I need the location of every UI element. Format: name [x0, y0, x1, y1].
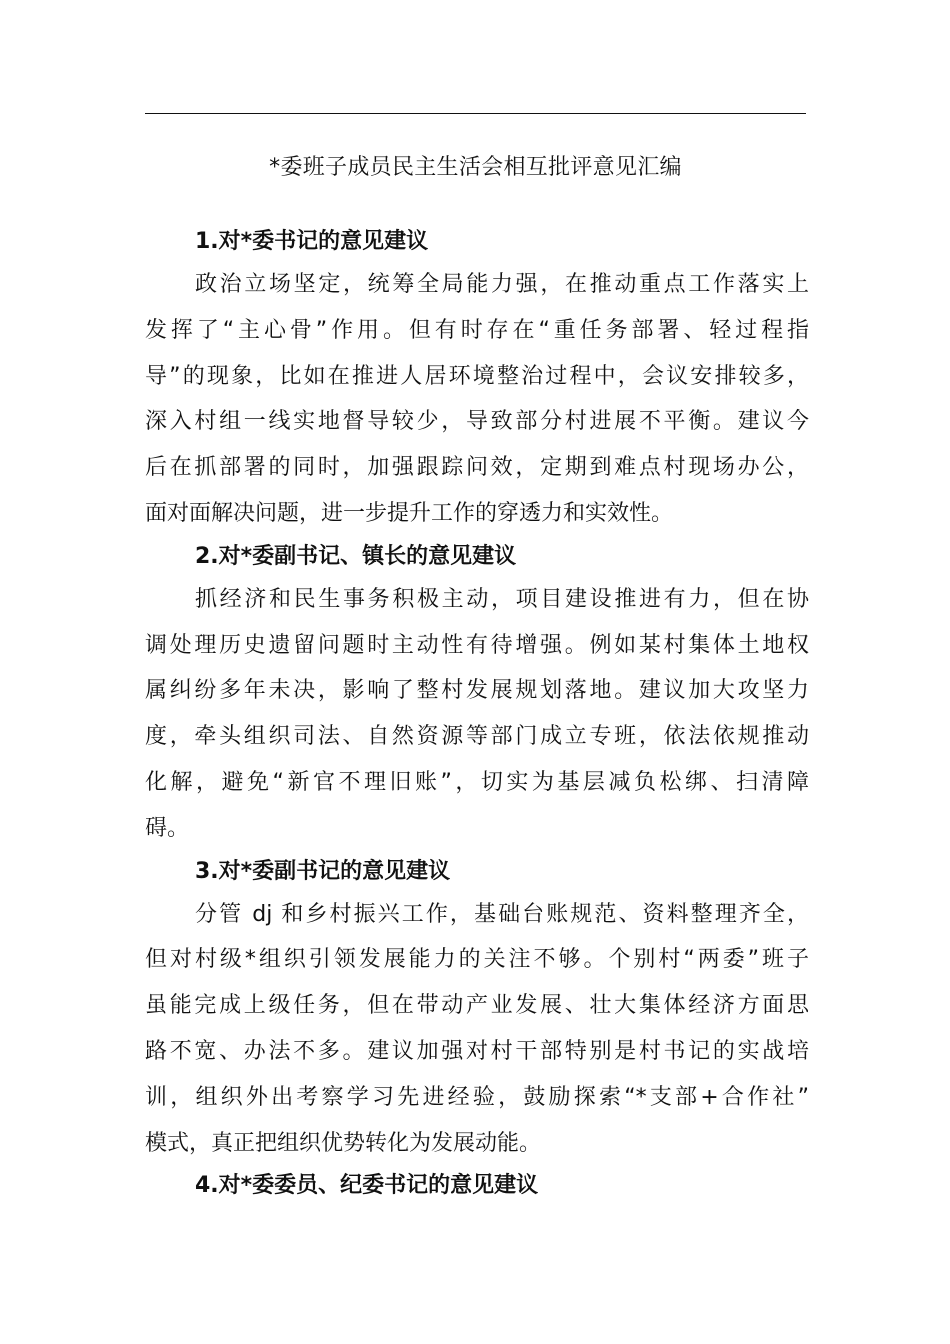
paragraph-line: 碍。: [145, 815, 190, 841]
top-rule: [145, 113, 806, 114]
paragraph-line: 属纠纷多年未决，影响了整村发展规划落地。建议加大攻坚力: [145, 678, 809, 704]
section-heading-2: 2.对*委副书记、镇长的意见建议: [195, 543, 517, 569]
paragraph-line: 发挥了“主心骨”作用。但有时存在“重任务部署、轻过程指: [145, 317, 809, 343]
paragraph-line: 模式，真正把组织优势转化为发展动能。: [145, 1130, 542, 1156]
paragraph-line: 导”的现象，比如在推进人居环境整治过程中，会议安排较多，: [145, 363, 809, 389]
paragraph-line: 训，组织外出考察学习先进经验，鼓励探索“*支部+合作社”: [145, 1084, 809, 1110]
paragraph-line: 政治立场坚定，统筹全局能力强，在推动重点工作落实上: [195, 272, 809, 297]
section-heading-1: 1.对*委书记的意见建议: [195, 229, 429, 254]
section-heading-3: 3.对*委副书记的意见建议: [195, 858, 451, 884]
paragraph-line: 度，牵头组织司法、自然资源等部门成立专班，依法依规推动: [145, 724, 809, 750]
document-body: [145, 222, 809, 1206]
paragraph-line: 路不宽、办法不多。建议加强对村干部特别是村书记的实战培: [145, 1038, 809, 1064]
section-heading-4: 4.对*委委员、纪委书记的意见建议: [195, 1173, 539, 1199]
section-paragraph-1: [145, 262, 809, 537]
paragraph-line: 分管 dj 和乡村振兴工作，基础台账规范、资料整理齐全，: [195, 901, 809, 927]
paragraph-line: 深入村组一线实地督导较少，导致部分村进展不平衡。建议今: [145, 409, 809, 435]
section-paragraph-2: [145, 577, 809, 852]
paragraph-line: 调处理历史遗留问题时主动性有待增强。例如某村集体土地权: [145, 632, 809, 658]
section-paragraph-3: [145, 892, 809, 1167]
paragraph-line: 虽能完成上级任务，但在带动产业发展、壮大集体经济方面思: [145, 993, 809, 1019]
paragraph-line: 化解，避免“新官不理旧账”，切实为基层减负松绑、扫清障: [145, 769, 809, 795]
paragraph-line: 后在抓部署的同时，加强跟踪问效，定期到难点村现场办公，: [145, 455, 809, 481]
document-title: *委班子成员民主生活会相互批评意见汇编: [269, 155, 682, 180]
paragraph-line: 但对村级*组织引领发展能力的关注不够。个别村“两委”班子: [145, 947, 809, 973]
paragraph-line: 抓经济和民生事务积极主动，项目建设推进有力，但在协: [195, 586, 809, 612]
paragraph-line: 面对面解决问题，进一步提升工作的穿透力和实效性。: [145, 500, 674, 526]
